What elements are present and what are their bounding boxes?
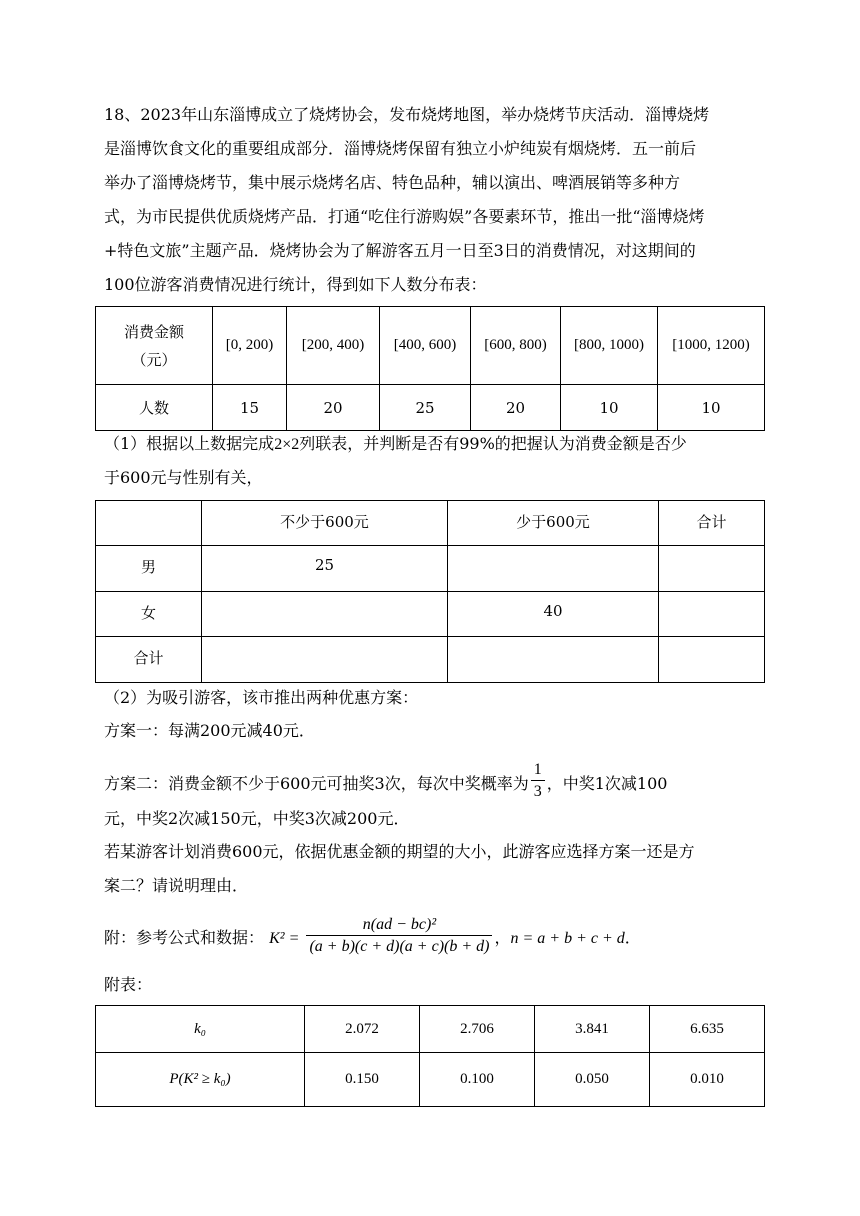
plan-two-line-2: 元，中奖2次减150元，中奖3次减200元． <box>104 809 410 828</box>
intro-line-2: 是淄博饮食文化的重要组成部分．淄博烧烤保留有独立小炉纯炭有烟烧烤．五一前后 <box>104 139 697 158</box>
reference-formula <box>104 914 641 963</box>
contingency-cell <box>659 637 765 683</box>
count-cell: 20 <box>471 385 561 431</box>
count-cell: 20 <box>287 385 380 431</box>
contingency-cell: 25 <box>202 546 448 592</box>
count-cell: 10 <box>561 385 658 431</box>
contingency-cell <box>659 546 765 592</box>
formula-prefix: 附：参考公式和数据： <box>104 928 265 947</box>
contingency-cell <box>202 637 448 683</box>
contingency-cell <box>448 546 659 592</box>
k-value-cell: 2.072 <box>305 1006 420 1053</box>
contingency-corner <box>96 501 202 546</box>
amount-header-unit: （元） <box>131 350 177 369</box>
contingency-cell <box>448 637 659 683</box>
plan-two-text-a: 方案二：消费金额不少于600元可抽奖3次，每次中奖概率为 <box>104 774 529 793</box>
count-cell: 10 <box>658 385 765 431</box>
contingency-cell <box>202 592 448 637</box>
formula-comma: ， <box>494 928 511 947</box>
appendix-label: 附表： <box>104 975 153 994</box>
count-cell: 15 <box>213 385 287 431</box>
formula-denominator: (a + b)(c + d)(a + c)(b + d) <box>309 938 490 955</box>
contingency-header: 合计 <box>659 501 765 546</box>
intro-line-6: 100位游客消费情况进行统计，得到如下人数分布表： <box>104 275 487 294</box>
critical-value-table <box>95 1005 765 1107</box>
question-1-text-a: （1）根据以上数据完成 <box>104 434 275 453</box>
question-1-text-c: 列联表，并判断是否有99%的把握认为消费金额是否少 <box>299 434 687 453</box>
k-value-cell: 3.841 <box>535 1006 650 1053</box>
intro-line-1: 18、2023年山东淄博成立了烧烤协会，发布烧烤地图，举办烧烤节庆活动．淄博烧烤 <box>104 105 710 124</box>
range-cell: [800, 1000) <box>561 307 658 385</box>
amount-header-cell <box>96 307 213 385</box>
question-2-ask-2: 案二？请说明理由． <box>104 876 249 895</box>
k0-header: k₀ <box>96 1006 305 1053</box>
contingency-row-label: 女 <box>96 592 202 637</box>
k-value-cell: 6.635 <box>650 1006 765 1053</box>
contingency-cell <box>659 592 765 637</box>
formula-lhs: K² = <box>269 930 300 947</box>
contingency-table <box>95 500 765 683</box>
probability-fraction <box>531 760 545 803</box>
range-cell: [400, 600) <box>380 307 471 385</box>
k-value-cell: 2.706 <box>420 1006 535 1053</box>
p-value-cell: 0.100 <box>420 1053 535 1107</box>
question-2-intro: （2）为吸引游客，该市推出两种优惠方案： <box>104 688 419 707</box>
question-1-line-2: 于600元与性别有关， <box>104 468 263 487</box>
intro-line-3: 举办了淄博烧烤节，集中展示烧烤名店、特色品种，辅以演出、啤酒展销等多种方 <box>104 173 681 192</box>
range-cell: [0, 200) <box>213 307 287 385</box>
range-cell: [200, 400) <box>287 307 380 385</box>
formula-n: n = a + b + c + d <box>510 930 625 947</box>
intro-line-5: +特色文旅”主题产品．烧烤协会为了解游客五月一日至3日的消费情况，对这期间的 <box>104 241 696 260</box>
plan-two-text-b: ，中奖1次减100 <box>546 774 668 793</box>
question-1-math: 2×2 <box>274 436 300 453</box>
amount-header-label: 消费金额 <box>123 322 184 341</box>
formula-numerator: n(ad − bc)² <box>306 915 492 936</box>
p-value-cell: 0.150 <box>305 1053 420 1107</box>
intro-line-4: 式，为市民提供优质烧烤产品．打通“吃住行游购娱”各要素环节，推出一批“淄博烧烤 <box>104 207 705 226</box>
plan-one: 方案一：每满200元减40元． <box>104 721 315 740</box>
contingency-row-label: 男 <box>96 546 202 592</box>
distribution-table <box>95 306 765 431</box>
range-cell: [600, 800) <box>471 307 561 385</box>
p-value-cell: 0.010 <box>650 1053 765 1107</box>
plan-two-line-1 <box>104 761 667 807</box>
probability-header: P(K² ≥ k₀) <box>96 1053 305 1107</box>
contingency-cell: 40 <box>448 592 659 637</box>
p-value-cell: 0.050 <box>535 1053 650 1107</box>
contingency-header: 少于600元 <box>448 501 659 546</box>
formula-period: ． <box>624 928 641 947</box>
question-2-ask-1: 若某游客计划消费600元，依据优惠金额的期望的大小，此游客应选择方案一还是方 <box>104 842 695 861</box>
fraction-numerator: 1 <box>531 760 545 781</box>
contingency-header: 不少于600元 <box>202 501 448 546</box>
question-1-line-1 <box>104 432 687 457</box>
count-cell: 25 <box>380 385 471 431</box>
count-label-cell: 人数 <box>96 385 213 431</box>
fraction-denominator: 3 <box>533 783 542 800</box>
formula-fraction <box>306 915 492 958</box>
range-cell: [1000, 1200) <box>658 307 765 385</box>
contingency-row-label: 合计 <box>96 637 202 683</box>
